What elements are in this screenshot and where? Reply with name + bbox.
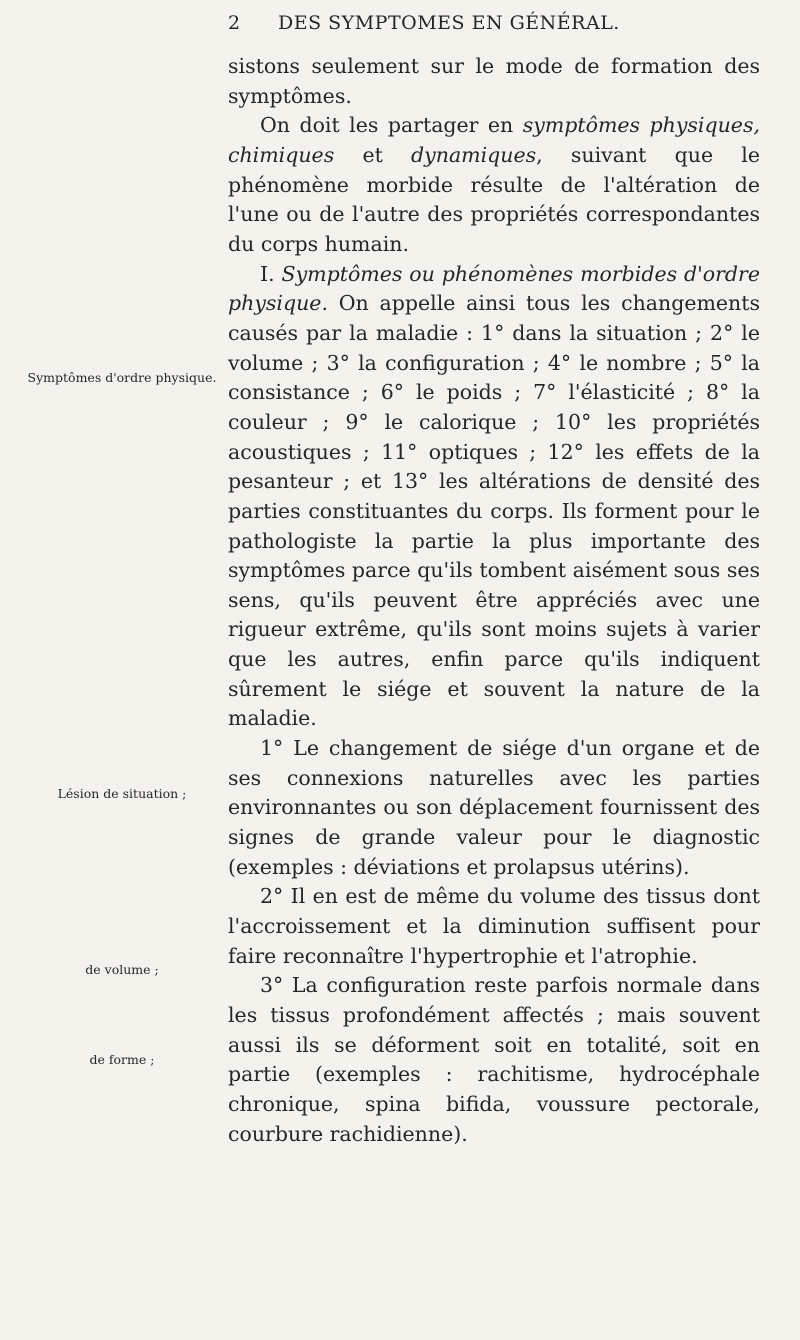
margin-note-forme: de forme ; — [89, 1052, 155, 1067]
paragraph-3: I. Symptômes ou phénomènes morbides d'ordre physique. On appelle ainsi tous les changements causés par la maladie : 1° dans la situation ; 2° le volume ; 3° la configuration ; 4° le nombre ; 5° la consistance ; 6° le poids ; 7° l'élasticité ; 8° la couleur ; 9° le calorique ; 10° les propriétés acoustiques ; 11° optiques ; 12° les effets de la pesanteur ; et 13° les altérations de densité des parties constituantes du corps. Ils forment pour le pathologiste la partie la plus importante des symptômes parce qu'ils tombent aisément sous ses sens, qu'ils peuvent être appréciés avec une rigueur extrême, qu'ils sont moins sujets à varier que les autres, enfin parce qu'ils indiquent sûrement le siége et souvent la nature de la maladie. — [228, 261, 760, 731]
paragraph-4: 1° Le changement de siége d'un organe et de ses connexions naturelles avec les parties environnantes ou son déplacement fournissent des signes de grande valeur pour le diagnostic (exemples : déviations et prolapsus utérins). — [228, 736, 760, 879]
margin-note-lesion: Lésion de situation ; — [57, 786, 187, 801]
body-text — [228, 52, 760, 1149]
page-number: 2 — [228, 12, 241, 34]
running-title: DES SYMPTOMES EN GÉNÉRAL. — [278, 12, 620, 34]
paragraph-1: sistons seulement sur le mode de formation des symptômes. — [228, 54, 760, 108]
margin-note-volume: de volume ; — [85, 962, 159, 977]
paragraph-5: 2° Il en est de même du volume des tissus dont l'accroissement et la diminution suffisent pour faire reconnaître l'hypertrophie et l'atrophie. — [228, 884, 760, 968]
margin-note-symptomes: Symptômes d'ordre physique. — [27, 370, 217, 385]
paragraph-6: 3° La configuration reste parfois normale dans les tissus profondément affectés ; mais souvent aussi ils se déforment soit en totalité, soit en partie (exemples : rachitisme, hydrocéphale chronique, spina bifida, voussure pectorale, courbure rachidienne). — [228, 973, 760, 1146]
paragraph-2: On doit les partager en symptômes physiques, chimiques et dynamiques, suivant que le phénomène morbide résulte de l'altération de l'une ou de l'autre des propriétés correspondantes du corps humain. — [228, 113, 760, 256]
